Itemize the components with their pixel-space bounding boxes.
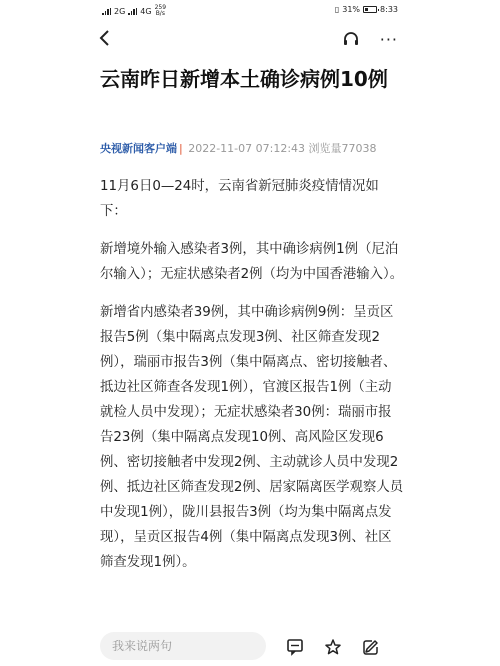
signal-icon: [102, 8, 111, 15]
signal-icon: [128, 8, 137, 15]
vibrate-icon: ▯: [334, 5, 340, 14]
source-link[interactable]: 央视新闻客户端: [100, 142, 177, 155]
article-paragraph: 新增境外输入感染者3例，其中确诊病例1例（尼泊尔输入）；无症状感染者2例（均为中国香港输入）。: [100, 242, 404, 282]
publish-datetime: 2022-11-07 07:12:43: [188, 142, 306, 155]
share-button[interactable]: [362, 638, 380, 656]
headphones-icon: [342, 30, 360, 46]
chevron-left-icon: [98, 28, 112, 48]
comment-icon: [286, 638, 304, 656]
share-icon: [362, 638, 380, 656]
network-type: 2G: [114, 6, 126, 16]
article-body: [100, 174, 404, 588]
favorite-button[interactable]: [324, 638, 342, 656]
star-icon: [324, 638, 342, 656]
article-title: 云南昨日新增本土确诊病例10例: [100, 67, 388, 91]
article-paragraph: 新增省内感染者39例，其中确诊病例9例：呈贡区报告5例（集中隔离点发现3例、社区筛查发现2例），瑞丽市报告3例（集中隔离点、密切接触者、抵边社区筛查各发现1例），官渡区报告1例（主动就检人员中发现）；无症状感染者30例：瑞丽市报告23例（集中隔离点发现10例、高风险区发现6例、密切接触者中发现2例、主动就诊人员中发现2例、抵边社区筛查发现2例、居家隔离医学观察人员中发现1例），陇川县报告3例（均为集中隔离点发现），呈贡区报告4例（集中隔离点发现3例、社区筛查发现1例）。: [100, 305, 404, 570]
back-button[interactable]: [98, 28, 112, 51]
network-type: 4G: [140, 6, 152, 16]
top-nav: [88, 22, 412, 56]
battery-percent: 31%: [342, 5, 361, 14]
phone-screen: [88, 0, 412, 666]
view-count: 浏览量77038: [308, 142, 377, 155]
more-button[interactable]: ···: [379, 30, 398, 49]
article-paragraph: 11月6日0—24时，云南省新冠肺炎疫情情况如下：: [100, 179, 379, 219]
clock: 8:33: [380, 5, 398, 14]
listen-button[interactable]: [342, 30, 360, 50]
battery-icon: [363, 6, 377, 13]
article-meta: [100, 140, 377, 156]
status-bar: [88, 0, 412, 22]
network-speed: 259 B/s: [154, 4, 167, 17]
source-separator: |: [179, 142, 183, 155]
bottom-bar: [88, 628, 412, 666]
comments-button[interactable]: [286, 638, 304, 656]
comment-input[interactable]: 我来说两句: [100, 632, 266, 660]
